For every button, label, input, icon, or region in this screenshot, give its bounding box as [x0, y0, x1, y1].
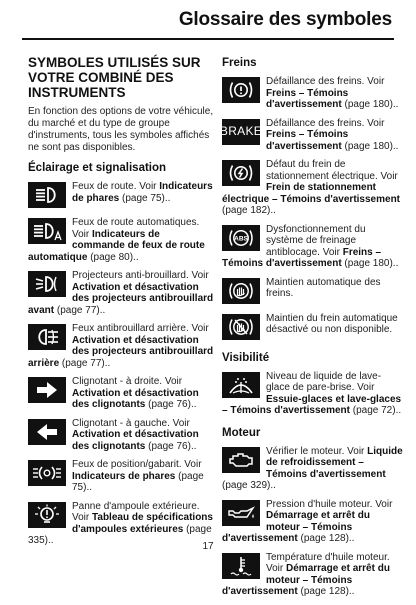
page-title: Glossaire des symboles	[178, 9, 392, 30]
left-column	[28, 55, 214, 554]
entry-text: Feux de route automatiques. Voir	[72, 217, 200, 240]
auto-high-beam-icon	[28, 218, 66, 244]
entry-text: Niveau de liquide de lave-glace de pare-brise. Voir	[266, 370, 382, 393]
high-beam-icon	[28, 182, 66, 208]
entry-ref[interactable]: Essuie-glaces et lave-glaces – Témoins d'avertissement	[222, 393, 402, 416]
entry-brake-warning	[222, 76, 404, 111]
rear-fog-icon	[28, 324, 66, 350]
brake-warning-icon	[222, 77, 260, 103]
entry-page: (page 72)..	[349, 405, 402, 416]
entry-ref[interactable]: Démarrage et arrêt du moteur – Témoins d'avertissement	[222, 510, 370, 544]
entry-page: (page 77)..	[54, 304, 106, 316]
entry-text: Défaillance des freins. Voir	[266, 76, 385, 87]
entry-text: Clignotant - à droite. Voir	[72, 376, 183, 387]
entry-position-lamp	[28, 459, 214, 494]
entry-ref[interactable]: Activation et désactivation des projecteurs antibrouillard avant	[28, 281, 214, 316]
entry-oil-pressure	[222, 499, 404, 545]
entry-text: Défaillance des freins. Voir	[266, 117, 385, 129]
entry-brake-text	[219, 117, 404, 153]
entry-text: Vérifier le moteur. Voir	[266, 445, 368, 457]
oil-pressure-icon	[222, 500, 260, 526]
entry-rear-fog	[28, 323, 214, 369]
brakes-title: Freins	[222, 57, 257, 69]
entry-front-fog	[28, 270, 214, 316]
entry-ref[interactable]: Activation et désactivation des clignotants	[72, 387, 199, 410]
bulb-failure-icon	[28, 502, 66, 528]
entry-page: (page 75)..	[72, 470, 204, 493]
engine-title: Moteur	[222, 426, 261, 439]
entry-text: Maintien automatique des freins.	[266, 276, 381, 299]
entry-ref[interactable]: Indicateurs de commande de feux de route automatique	[28, 228, 205, 263]
entry-text: Projecteurs anti-brouillard. Voir	[72, 270, 209, 281]
entry-page: (page 128)..	[297, 586, 355, 597]
washer-fluid-icon	[222, 372, 260, 398]
entry-turn-right	[28, 376, 214, 411]
entry-ref[interactable]: Démarrage et arrêt du moteur – Témoins d'avertissement	[222, 563, 390, 597]
arrow-left-icon	[28, 419, 66, 445]
brake-text-icon: BRAKE	[222, 119, 260, 145]
entry-page: (page 182)..	[222, 205, 276, 216]
entry-bulb-failure	[28, 501, 214, 547]
entry-text: Pression d'huile moteur. Voir	[266, 498, 393, 510]
auto-hold-off-icon	[222, 314, 260, 340]
front-fog-icon	[28, 271, 66, 297]
entry-ref[interactable]: Freins – Témoins d'avertissement	[222, 246, 382, 269]
electric-parking-brake-icon	[222, 160, 260, 186]
entry-page: (page 180)..	[341, 140, 399, 152]
entry-ref[interactable]: Freins – Témoins d'avertissement	[266, 87, 349, 110]
entry-page: (page 180)..	[341, 258, 399, 269]
entry-high-beam	[28, 181, 214, 210]
arrow-right-icon	[28, 377, 66, 403]
entry-page: (page 76)..	[145, 399, 197, 410]
entry-auto-hold-off	[222, 313, 404, 342]
entry-ref[interactable]: Activation et désactivation des clignotants	[72, 429, 199, 452]
entry-text: Clignotant - à gauche. Voir	[72, 417, 190, 429]
entry-engine-check	[222, 446, 404, 492]
entry-auto-high-beam	[28, 217, 214, 263]
entry-text: Feux de route. Voir	[72, 181, 160, 192]
entry-electric-parking-brake	[222, 159, 404, 217]
svg-text:ABS: ABS	[234, 235, 248, 243]
entry-auto-hold	[222, 277, 404, 306]
entry-washer-fluid	[222, 371, 404, 417]
entry-ref[interactable]: Indicateurs de phares	[72, 470, 176, 482]
lighting-title: Éclairage et signalisation	[28, 162, 167, 174]
entry-page: (page 329)..	[222, 480, 276, 491]
title-bar	[0, 0, 416, 34]
entry-page: (page 128)..	[297, 533, 355, 544]
entry-ref[interactable]: Activation et désactivation des projecteurs antibrouillard arrière	[28, 334, 214, 369]
engine-check-icon	[222, 447, 260, 473]
entry-page: (page 180)..	[341, 99, 399, 110]
position-lamp-icon	[28, 460, 66, 486]
visibility-title: Visibilité	[222, 351, 270, 364]
entry-page: (page 75)..	[119, 192, 171, 204]
coolant-temp-icon	[222, 553, 260, 579]
entry-text: Maintien du frein automatique désactivé ou non disponible.	[266, 312, 398, 335]
entry-text: Panne d'ampoule extérieure. Voir	[72, 500, 200, 523]
entry-ref[interactable]: Freins – Témoins d'avertissement	[266, 129, 349, 152]
entry-page: (page 80)..	[87, 251, 139, 263]
entry-ref[interactable]: Frein de stationnement électrique – Témoins d'avertissement	[222, 182, 401, 205]
title-rule	[22, 38, 394, 40]
entry-page: (page 76)..	[145, 440, 197, 452]
entry-ref[interactable]: Tableau de spécifications d'ampoules extérieures	[72, 512, 213, 535]
entry-text: Défaut du frein de stationnement électrique. Voir	[266, 159, 398, 182]
intro-text: En fonction des options de votre véhicule, du marché et du type de groupe d'instruments, tous les symboles affichés ne sont pas disponibles.	[28, 106, 214, 153]
entry-page: (page 335)..	[28, 523, 212, 546]
section-title: SYMBOLES UTILISÉS SUR VOTRE COMBINÉ DES INSTRUMENTS	[28, 55, 201, 100]
entry-abs	[222, 224, 404, 270]
entry-ref[interactable]: Liquide de refroidissement – Témoins d'avertissement	[266, 445, 403, 480]
entry-turn-left	[28, 418, 214, 453]
entry-text: Feux antibrouillard arrière. Voir	[72, 323, 209, 334]
entry-text: Température d'huile moteur. Voir	[266, 551, 390, 574]
entry-ref[interactable]: Indicateurs de phares	[72, 181, 213, 204]
entry-coolant-temp	[222, 552, 404, 598]
page-number: 17	[202, 541, 214, 552]
entry-text: Feux de position/gabarit. Voir	[72, 459, 202, 470]
entry-text: Dysfonctionnement du système de freinage antiblocage. Voir	[266, 223, 366, 258]
entry-page: (page 77)..	[59, 357, 111, 369]
auto-hold-icon	[222, 278, 260, 304]
abs-icon	[222, 225, 260, 251]
right-column	[219, 55, 404, 605]
